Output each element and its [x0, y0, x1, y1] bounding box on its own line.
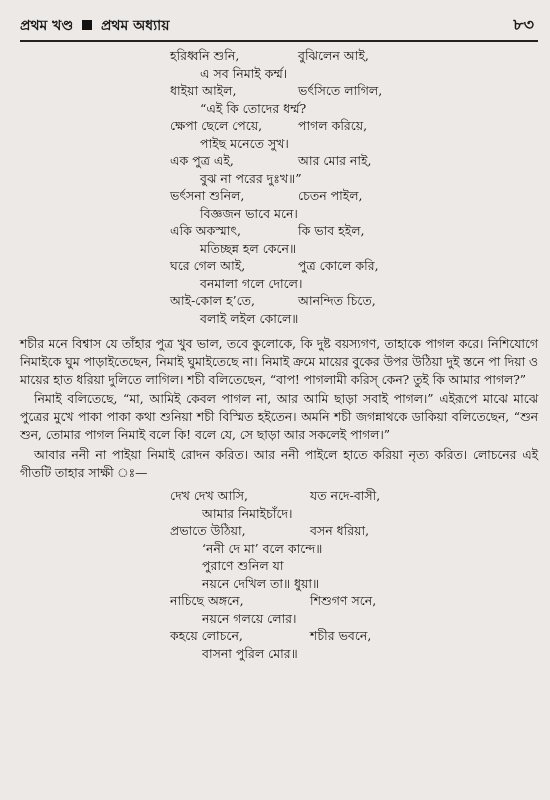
poem-verse-left: প্রভাতে উঠিয়া, — [170, 523, 246, 539]
poem-block-2 — [20, 488, 538, 663]
poem-block-1 — [20, 48, 538, 328]
poem-refrain: নয়নে দেখিল তা॥ ধুয়া॥ — [202, 575, 320, 591]
poem-refrain: বিজ্ঞজন ভাবে মনে। — [200, 205, 298, 221]
poem-verse-left: ধাইয়া আইল, — [170, 83, 237, 98]
poem-verse-left: আই-কোল হ’তে, — [170, 293, 255, 308]
header-rule — [20, 40, 538, 42]
volume-title: প্রথম খণ্ড — [20, 18, 74, 34]
poem-line — [20, 488, 538, 506]
poem-verse-right: কি ভাব হইল, — [298, 223, 365, 238]
poem-line — [20, 311, 538, 329]
poem-line — [20, 258, 538, 276]
poem-verse-left: কহয়ে লোচনে, — [170, 628, 243, 644]
running-head — [20, 14, 170, 38]
poem-verse-right: চেতন পাইল, — [298, 188, 363, 203]
poem-line — [20, 171, 538, 189]
poem-verse-left: ভর্ৎসনা শুনিল, — [170, 188, 245, 203]
poem-refrain: এ সব নিমাই কর্ম্ম। — [200, 65, 288, 81]
prose-block — [20, 336, 538, 482]
page-number: ৮৩ — [513, 15, 534, 34]
poem-line — [20, 83, 538, 101]
poem-verse-right: পুত্র কোলে করি, — [298, 258, 379, 273]
poem-line — [20, 628, 538, 646]
square-separator-icon — [82, 20, 92, 30]
paragraph-3: আবার ননী না পাইয়া নিমাই রোদন করিত। আর ননী পাইলে হাতে করিয়া নৃত্য করিত। লোচনের এই গীতটি তাহার সাক্ষী ঃ— — [20, 447, 538, 480]
poem-refrain: “এই কি তোদের ধর্ম্ম? — [200, 100, 307, 116]
poem-refrain: মতিচ্ছন্ন হল কেনে॥ — [200, 240, 297, 256]
poem-verse-right: আনন্দিত চিতে, — [298, 293, 376, 308]
poem-verse-left: দেখ দেখ আসি, — [170, 488, 249, 504]
poem-line — [20, 153, 538, 171]
poem-line — [20, 206, 538, 224]
poem-refrain: বুঝ না পরের দুঃখ॥” — [200, 170, 302, 186]
poem-line — [20, 48, 538, 66]
poem-line — [20, 646, 538, 664]
poem-verse-left: একি অকস্মাৎ, — [170, 223, 241, 238]
poem-verse-right: বসন ধরিয়া, — [310, 523, 370, 539]
poem-verse-left: হরিধ্বনি শুনি, — [170, 48, 240, 63]
poem-verse-right: শচীর ভবনে, — [310, 628, 372, 644]
poem-line — [20, 611, 538, 629]
poem-refrain: পুরাণে শুনিল যা — [202, 558, 284, 574]
poem-verse-left: ক্ষেপা ছেলে পেয়ে, — [170, 118, 263, 133]
poem-refrain: বনমালা গলে দোলে। — [200, 275, 303, 291]
poem-verse-right: শিশুগণ সনে, — [310, 593, 377, 609]
poem-line — [20, 541, 538, 559]
poem-line — [20, 118, 538, 136]
poem-refrain: নয়নে গলয়ে লোর। — [202, 610, 297, 626]
poem-refrain: আমার নিমাইচাঁদে। — [202, 505, 293, 521]
poem-line — [20, 223, 538, 241]
poem-refrain: ‘ননী দে মা’ বলে কান্দে॥ — [202, 540, 323, 556]
poem-verse-right: বুঝিলেন আই, — [298, 48, 369, 63]
poem-line — [20, 506, 538, 524]
poem-verse-left: নাচিছে অঙ্গনে, — [170, 593, 244, 609]
poem-line — [20, 558, 538, 576]
poem-line — [20, 576, 538, 594]
paragraph-1: শচীর মনে বিশ্বাস যে তাঁহার পুত্র খুব ভাল, তবে কুলোকে, কি দুষ্ট বয়স্যগণ, তাহাকে পাগল করে। নিশিযোগে নিমাইকে ঘুম পাড়াইতেছেন, নিমাই ঘুমাইতেছে না। নিমাই ক্রমে মায়ের বুকের উপর উঠিয়া দুই স্তনে পা দিয়া ও মায়ের হাত ধরিয়া দুলিতে লাগিল। শচী বলিতেছেন, “বাপ! পাগলামী করিস্ কেন? তুই কি আমার পাগল?” — [20, 337, 538, 387]
poem-verse-right: পাগল করিয়ে, — [298, 118, 368, 133]
poem-line — [20, 276, 538, 294]
poem-refrain: বাসনা পুরিল মোর॥ — [202, 645, 298, 661]
poem-refrain: পাইছ মনেতে সুখ। — [200, 135, 289, 151]
poem-line — [20, 66, 538, 84]
poem-line — [20, 188, 538, 206]
poem-verse-left: ঘরে গেল আই, — [170, 258, 246, 273]
poem-line — [20, 241, 538, 259]
paragraph-2: নিমাই বলিতেছে, “মা, আমিই কেবল পাগল না, আর আমি ছাড়া সবাই পাগল।” এইরূপে মাঝে মাঝে পুত্রের মুখে পাকা পাকা কথা শুনিয়া শচী বিস্মিত হইতেন। অমনি শচী জগন্নাথকে ডাকিয়া বলিতেছেন, “শুন শুন, তোমার পাগল নিমাই বলে কি! বলে যে, সে ছাড়া আর সকলেই পাগল।” — [20, 392, 538, 442]
poem-line — [20, 101, 538, 119]
poem-line — [20, 293, 538, 311]
poem-verse-right: আর মোর নাই, — [298, 153, 372, 168]
page-header — [20, 10, 538, 36]
poem-line — [20, 136, 538, 154]
poem-line — [20, 523, 538, 541]
poem-refrain: বলাই লইল কোলে॥ — [200, 310, 299, 326]
poem-verse-right: যত নদে-বাসী, — [310, 488, 381, 504]
chapter-title: প্রথম অধ্যায় — [100, 18, 170, 34]
poem-verse-left: এক পুত্র এই, — [170, 153, 234, 168]
poem-verse-right: ভর্ৎসিতে লাগিল, — [298, 83, 383, 98]
poem-line — [20, 593, 538, 611]
